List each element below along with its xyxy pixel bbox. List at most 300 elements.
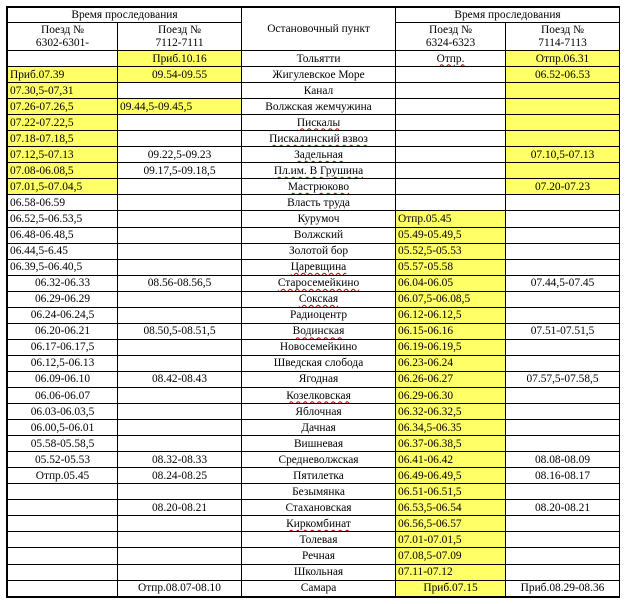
time-cell-train-1 [8,131,118,147]
time-value: 07.57,5-07.58,5 [526,373,599,386]
table-row [8,548,620,564]
time-value: 08.32-08.33 [151,453,208,466]
time-cell-train-1 [8,339,118,355]
time-cell-train-3 [396,452,506,468]
time-cell-train-2 [118,211,242,227]
time-cell-train-2 [118,468,242,484]
train-header-1 [8,23,118,51]
time-cell-train-3 [396,83,506,99]
time-cell-train-4 [506,83,620,99]
time-value: 07.18-07.18,5 [10,132,74,145]
time-value: Приб.08.29-08.36 [520,582,605,595]
table-row [8,291,620,307]
time-cell-train-4 [506,580,620,596]
time-cell-train-4 [506,115,620,131]
time-value: 06.53,5-06.54 [398,501,462,514]
stop-name: Школьная [293,566,344,579]
time-cell-train-3 [396,339,506,355]
time-value: 06.58-06.59 [10,196,66,209]
time-cell-train-4 [506,339,620,355]
time-cell-train-3 [396,532,506,548]
stop-name-cell [242,500,396,516]
schedule-table [7,7,620,597]
time-cell-train-4 [506,147,620,163]
time-value: 07.12,5-07.13 [10,148,74,161]
time-cell-train-1 [8,195,118,211]
time-cell-train-1 [8,532,118,548]
time-value: 08.20-08.21 [151,501,208,514]
stop-name: Шведская слобода [273,357,364,370]
time-value: 05.52-05.53 [34,453,91,466]
time-cell-train-2 [118,131,242,147]
time-value: 06.34,5-06.35 [398,421,462,434]
time-cell-train-4 [506,179,620,195]
time-cell-train-3 [396,484,506,500]
stop-name-cell [242,420,396,436]
table-row [8,163,620,179]
time-cell-train-1 [8,436,118,452]
time-cell-train-2 [118,484,242,500]
time-cell-train-1 [8,99,118,115]
time-cell-train-3 [396,227,506,243]
time-cell-train-2 [118,564,242,580]
time-cell-train-1 [8,211,118,227]
time-cell-train-4 [506,163,620,179]
table-row [8,339,620,355]
time-cell-train-3 [396,291,506,307]
time-value: 08.42-08.43 [151,373,208,386]
time-value: 06.52,5-06.53,5 [10,212,83,225]
stop-name: Жигулевское Море [272,68,365,81]
time-cell-train-2 [118,67,242,83]
time-cell-train-3 [396,115,506,131]
time-value: 06.29-06.30 [398,389,454,402]
time-value: 06.49-06.49,5 [398,469,462,482]
table-row [8,564,620,580]
stop-name-cell [242,307,396,323]
time-value: 06.06-06.07 [34,389,91,402]
time-value: 08.16-08.17 [534,469,591,482]
stop-name-cell [242,147,396,163]
stop-name-cell [242,323,396,339]
time-value: 06.20-06.21 [34,325,91,338]
stop-name-cell [242,259,396,275]
time-value: 08.24-08.25 [151,469,208,482]
time-cell-train-1 [8,179,118,195]
stop-name-cell [242,516,396,532]
table-row [8,243,620,259]
stop-name-cell [242,179,396,195]
table-row [8,468,620,484]
time-value: 08.56-08.56,5 [147,277,212,290]
stop-name: Волжский [293,229,344,242]
time-value: 06.09-06.10 [34,373,91,386]
time-cell-train-4 [506,323,620,339]
time-cell-train-1 [8,115,118,131]
time-value: 07.22-07.22,5 [10,116,74,129]
table-row [8,323,620,339]
stop-name: Дачная [301,421,336,434]
time-value: 06.39,5-06.40,5 [10,261,83,274]
stop-name: Яблочная [295,405,342,418]
time-cell-train-2 [118,115,242,131]
time-value: 07.30,5-07,31 [10,84,74,97]
time-value: 06.24-06.24,5 [30,309,95,322]
time-cell-train-3 [396,259,506,275]
time-value: 05.52,5-05.53 [398,245,462,258]
time-value: Приб.10.16 [152,52,207,65]
time-value: Приб.07.39 [10,68,65,81]
time-cell-train-2 [118,323,242,339]
time-cell-train-3 [396,131,506,147]
stop-name-cell [242,211,396,227]
table-row [8,227,620,243]
table-row [8,452,620,468]
time-cell-train-3 [396,275,506,291]
table-row [8,211,620,227]
time-cell-train-2 [118,291,242,307]
time-cell-train-1 [8,147,118,163]
time-cell-train-4 [506,195,620,211]
table-row [8,275,620,291]
train-header-number: 6302-6301- [35,36,90,49]
stop-name: Вишневая [293,437,344,450]
time-value: 09.54-09.55 [151,68,208,81]
stop-name: Речная [301,549,336,562]
time-cell-train-3 [396,179,506,195]
time-cell-train-1 [8,275,118,291]
stop-name-cell [242,339,396,355]
time-cell-train-1 [8,243,118,259]
stop-name: Старосемейкино [277,277,360,290]
time-value: 08.50,5-08.51,5 [143,325,216,338]
time-cell-train-1 [8,51,118,67]
stop-name-cell [242,436,396,452]
time-cell-train-4 [506,243,620,259]
time-value: 05.58-05.58,5 [30,437,95,450]
time-cell-train-1 [8,307,118,323]
stop-name: Канал [303,84,334,97]
time-value: 06.17-06.17,5 [30,341,95,354]
time-cell-train-1 [8,163,118,179]
time-cell-train-1 [8,291,118,307]
time-cell-train-4 [506,51,620,67]
time-cell-train-2 [118,195,242,211]
time-cell-train-3 [396,211,506,227]
time-value: 06.04-06.05 [398,277,454,290]
time-cell-train-4 [506,131,620,147]
time-cell-train-3 [396,163,506,179]
time-cell-train-3 [396,420,506,436]
time-cell-train-4 [506,484,620,500]
time-cell-train-3 [396,355,506,371]
time-cell-train-3 [396,147,506,163]
time-cell-train-4 [506,355,620,371]
stop-name: Самара [300,582,337,595]
table-row [8,131,620,147]
time-cell-train-4 [506,436,620,452]
table-row [8,436,620,452]
time-cell-train-2 [118,99,242,115]
group-header-right: Время проследования [396,8,620,23]
stop-name: Средневолжская [278,453,359,466]
time-cell-train-3 [396,51,506,67]
time-cell-train-2 [118,532,242,548]
time-cell-train-2 [118,307,242,323]
time-value: 06.32-06.32,5 [398,405,462,418]
time-value: 06.19-06.19,5 [398,341,462,354]
time-cell-train-3 [396,387,506,403]
stop-name-cell [242,115,396,131]
time-cell-train-4 [506,564,620,580]
time-cell-train-2 [118,580,242,596]
table-row [8,179,620,195]
time-cell-train-1 [8,564,118,580]
time-value: 06.51-06.51,5 [398,485,462,498]
table-row [8,420,620,436]
stop-name-cell [242,371,396,387]
time-value: 07.11-07.12 [398,566,453,579]
time-value: 07.20-07.23 [534,180,591,193]
time-cell-train-3 [396,404,506,420]
stop-name-cell [242,404,396,420]
stop-name-cell [242,99,396,115]
stop-name: Ягодная [298,373,339,386]
time-cell-train-4 [506,516,620,532]
time-cell-train-4 [506,99,620,115]
table-row [8,195,620,211]
time-cell-train-1 [8,387,118,403]
time-value: 06.41-06.42 [398,453,454,466]
table-row [8,532,620,548]
time-value: Отпр.08.07-08.10 [138,582,221,595]
stop-name: Пискалы [296,116,341,129]
stop-name: Власть труда [287,196,350,209]
time-cell-train-2 [118,83,242,99]
train-header-number: 7114-7113 [538,36,587,49]
table-row [8,67,620,83]
time-cell-train-4 [506,67,620,83]
schedule-document [6,6,620,598]
time-cell-train-3 [396,307,506,323]
time-cell-train-1 [8,500,118,516]
time-value: Отпр.05.45 [35,469,90,482]
stop-name-cell [242,51,396,67]
time-cell-train-4 [506,387,620,403]
time-cell-train-3 [396,548,506,564]
time-value: 06.12-06.12,5 [398,309,462,322]
stop-name: Пискалинский взвоз [269,132,368,145]
time-cell-train-2 [118,500,242,516]
time-value: 06.52-06.53 [534,68,591,81]
time-cell-train-1 [8,371,118,387]
time-value: 05.49-05.49,5 [398,229,462,242]
time-cell-train-1 [8,452,118,468]
time-cell-train-4 [506,291,620,307]
table-row [8,99,620,115]
time-value: 07.08-06.08,5 [10,164,74,177]
stop-name: Сокская [298,293,339,306]
time-cell-train-3 [396,564,506,580]
time-value: 06.23-06.24 [398,357,454,370]
time-cell-train-1 [8,580,118,596]
stop-name: Радиоцентр [289,309,348,322]
time-cell-train-2 [118,275,242,291]
time-cell-train-2 [118,227,242,243]
stop-name-cell [242,291,396,307]
time-cell-train-3 [396,580,506,596]
stop-name-cell [242,243,396,259]
stop-name: Курумоч [297,212,340,225]
time-cell-train-1 [8,227,118,243]
time-value: Отпр.05.45 [398,212,452,225]
group-header-left: Время проследования [8,8,242,23]
time-cell-train-3 [396,516,506,532]
stop-name-cell [242,564,396,580]
time-cell-train-2 [118,179,242,195]
stop-name: Пятилетка [293,469,344,482]
time-value: Отпр. [436,52,465,65]
train-header-number: 7112-7111 [155,36,204,49]
stop-name-cell [242,532,396,548]
time-value: 07.26-07.26,5 [10,100,74,113]
stop-name-cell [242,195,396,211]
time-value: 06.48-06.48,5 [10,229,74,242]
time-cell-train-4 [506,227,620,243]
table-row [8,51,620,67]
time-value: 06.12,5-06.13 [30,357,95,370]
time-value: 07.51-07.51,5 [530,325,595,338]
time-cell-train-2 [118,243,242,259]
time-cell-train-4 [506,404,620,420]
stop-name-cell [242,275,396,291]
stop-name-cell [242,163,396,179]
time-cell-train-1 [8,468,118,484]
stop-name-cell [242,452,396,468]
time-cell-train-4 [506,275,620,291]
table-row [8,580,620,596]
time-cell-train-2 [118,339,242,355]
stop-name-cell [242,227,396,243]
train-header-label: Поезд № [157,23,202,36]
time-cell-train-1 [8,355,118,371]
table-row [8,307,620,323]
table-row [8,115,620,131]
table-row [8,355,620,371]
time-cell-train-2 [118,355,242,371]
time-value: 09.44,5-09.45,5 [120,100,193,113]
time-cell-train-4 [506,259,620,275]
time-value: 06.29-06.29 [34,293,91,306]
stop-name: Тольятти [296,52,341,65]
time-cell-train-2 [118,259,242,275]
time-cell-train-4 [506,371,620,387]
stop-name: Пл.им. В Грушина [273,164,364,177]
time-value: Отпр.06.31 [535,52,590,65]
train-header-4 [506,23,620,51]
stop-name: Золотой бор [288,245,349,258]
time-value: 06.37-06.38,5 [398,437,462,450]
time-cell-train-1 [8,484,118,500]
time-value: 07.01,5-07.04,5 [10,180,83,193]
stop-name-cell [242,468,396,484]
table-row [8,387,620,403]
stop-name: Киркомбинат [286,517,351,530]
time-cell-train-3 [396,371,506,387]
time-cell-train-1 [8,404,118,420]
time-value: Приб.07.15 [423,582,478,595]
time-cell-train-3 [396,323,506,339]
stop-name: Козелковская [286,389,351,402]
time-cell-train-2 [118,404,242,420]
table-row [8,83,620,99]
table-row [8,500,620,516]
stop-name: Новосемейкино [279,341,358,354]
time-value: 06.32-06.33 [34,277,91,290]
train-header-number: 6324-6323 [425,36,476,49]
time-cell-train-2 [118,436,242,452]
time-value: 08.20-08.21 [534,501,591,514]
stop-name-cell [242,67,396,83]
time-cell-train-2 [118,387,242,403]
time-cell-train-1 [8,83,118,99]
time-cell-train-4 [506,500,620,516]
time-cell-train-3 [396,99,506,115]
time-value: 06.56,5-06.57 [398,517,462,530]
stop-name: Волжская жемчужина [265,100,372,113]
time-cell-train-1 [8,420,118,436]
stop-name-cell [242,580,396,596]
time-cell-train-4 [506,452,620,468]
stop-name-cell [242,387,396,403]
table-row [8,404,620,420]
time-value: 07.08,5-07.09 [398,549,462,562]
time-cell-train-3 [396,436,506,452]
time-value: 07.44,5-07.45 [530,277,595,290]
time-cell-train-1 [8,516,118,532]
stop-name-cell [242,355,396,371]
stop-name-cell [242,548,396,564]
time-cell-train-2 [118,51,242,67]
time-value: 09.17,5-09.18,5 [143,164,216,177]
time-value: 08.08-08.09 [534,453,591,466]
time-value: 06.07,5-06.08,5 [398,293,471,306]
time-cell-train-1 [8,67,118,83]
time-value: 06.00,5-06.01 [30,421,95,434]
time-value: 06.03-06.03,5 [30,405,95,418]
time-cell-train-2 [118,371,242,387]
train-header-label: Поезд № [540,23,585,36]
table-row [8,516,620,532]
time-value: 06.26-06.27 [398,373,454,386]
time-cell-train-2 [118,452,242,468]
time-cell-train-4 [506,211,620,227]
stop-name: Безымянка [292,485,345,498]
time-cell-train-4 [506,548,620,564]
stop-name: Мастрюково [287,180,350,193]
stop-name-cell [242,484,396,500]
time-cell-train-4 [506,420,620,436]
stop-name: Стахановская [285,501,352,514]
table-row [8,371,620,387]
table-row [8,259,620,275]
time-cell-train-3 [396,67,506,83]
stop-name: Водинская [292,325,345,338]
time-value: 06.15-06.16 [398,325,454,338]
time-cell-train-2 [118,548,242,564]
time-cell-train-2 [118,420,242,436]
time-cell-train-4 [506,468,620,484]
